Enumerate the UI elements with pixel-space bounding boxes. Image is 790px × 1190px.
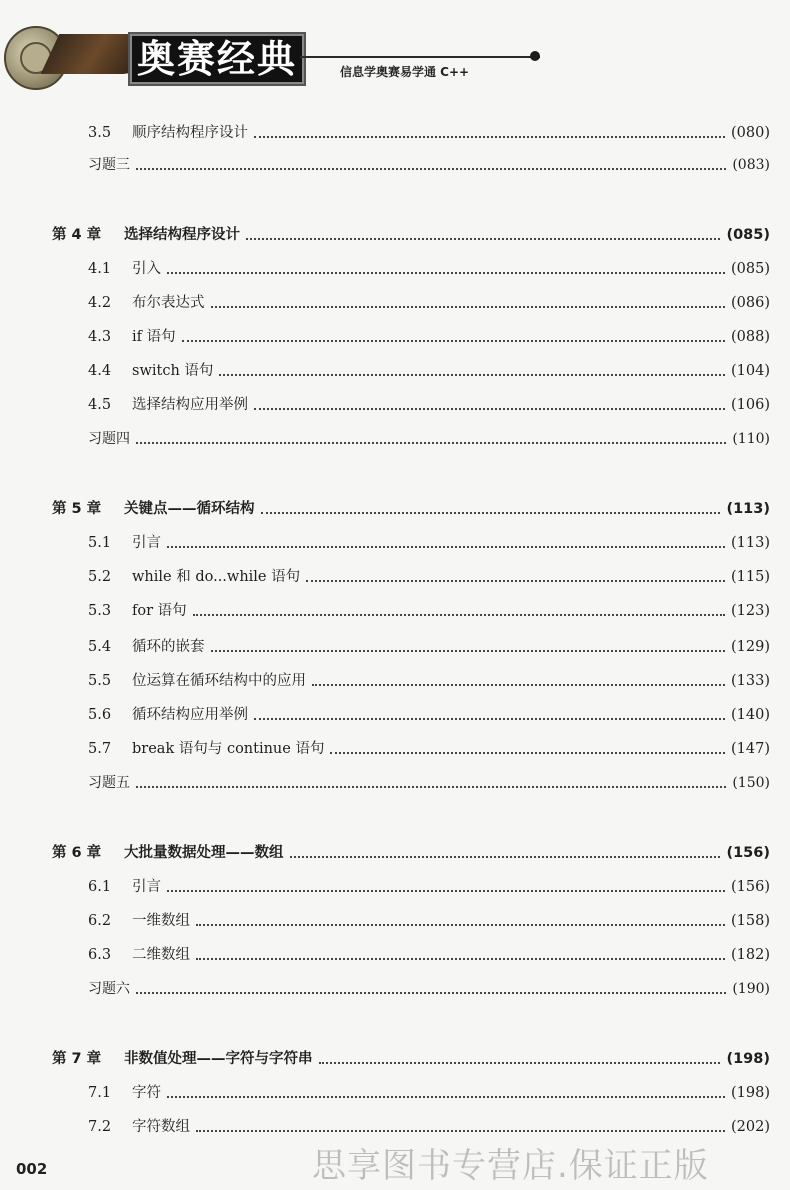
dot-leader [211,306,726,308]
entry-number: 4.3 [88,329,112,345]
entry-title: 大批量数据处理——数组 [124,845,284,861]
toc-section-entry [88,634,770,658]
toc-section-entry [88,530,770,554]
entry-number: 7.1 [88,1085,112,1101]
entry-page: (085) [731,261,770,277]
entry-title: 字符 [132,1085,161,1101]
entry-number: 4.2 [88,295,112,311]
dot-leader [290,856,721,858]
entry-title: if 语句 [132,329,176,345]
entry-page: (147) [731,741,770,757]
toc-exercise-entry [88,770,770,794]
dot-leader [306,580,725,582]
toc-section-entry [88,1114,770,1138]
entry-page: (156) [726,845,770,861]
dot-leader [261,512,721,514]
entry-page: (085) [726,227,770,243]
entry-page: (113) [731,535,770,551]
entry-number: 7.2 [88,1119,112,1135]
dot-leader [136,992,726,994]
entry-title: 一维数组 [132,913,190,929]
entry-page: (106) [731,397,770,413]
entry-title: 循环的嵌套 [132,639,205,655]
entry-title: while 和 do...while 语句 [132,569,301,585]
entry-number: 6.3 [88,947,112,963]
entry-title: 选择结构程序设计 [124,227,240,243]
entry-title: 引入 [132,261,161,277]
entry-page: (182) [731,947,770,963]
dot-leader [254,408,725,410]
entry-title: 习题六 [88,981,130,997]
entry-page: (110) [732,431,770,447]
dot-leader [167,546,725,548]
entry-page: (202) [731,1119,770,1135]
dot-leader [193,614,725,616]
entry-title: 引言 [132,535,161,551]
entry-number: 3.5 [88,125,112,141]
entry-number: 5.1 [88,535,112,551]
toc-chapter-entry [52,1046,770,1070]
dot-leader [136,786,726,788]
dot-leader [246,238,720,240]
toc-section-entry [88,324,770,348]
entry-number: 5.2 [88,569,112,585]
toc-section-entry [88,874,770,898]
entry-page: (156) [731,879,770,895]
entry-page: (198) [731,1085,770,1101]
toc-section-entry [88,598,770,622]
dot-leader [136,442,726,444]
toc-section-entry [88,392,770,416]
entry-number: 4.4 [88,363,112,379]
dot-leader [219,374,725,376]
toc-section-entry [88,564,770,588]
toc-section-entry [88,1080,770,1104]
entry-title: 习题五 [88,775,130,791]
entry-page: (083) [732,157,770,173]
dot-leader [319,1062,721,1064]
toc-section-entry [88,942,770,966]
dot-leader [136,168,726,170]
entry-number: 第 5 章 [52,501,102,517]
toc-section-entry [88,908,770,932]
entry-title: 习题四 [88,431,130,447]
entry-page: (150) [732,775,770,791]
page-number: 002 [16,1160,48,1178]
entry-page: (113) [726,501,770,517]
entry-number: 6.2 [88,913,112,929]
entry-page: (133) [731,673,770,689]
entry-page: (190) [732,981,770,997]
entry-title: 循环结构应用举例 [132,707,248,723]
toc-section-entry [88,358,770,382]
entry-title: switch 语句 [132,363,214,379]
entry-number: 第 7 章 [52,1051,102,1067]
dot-leader [312,684,725,686]
entry-number: 5.5 [88,673,112,689]
entry-title: 位运算在循环结构中的应用 [132,673,306,689]
entry-page: (198) [726,1051,770,1067]
entry-page: (080) [731,125,770,141]
toc-section-entry [88,120,770,144]
entry-title: 选择结构应用举例 [132,397,248,413]
entry-page: (104) [731,363,770,379]
dot-leader [196,924,725,926]
entry-title: 习题三 [88,157,130,173]
entry-title: 引言 [132,879,161,895]
entry-number: 4.5 [88,397,112,413]
dot-leader [167,890,725,892]
toc-section-entry [88,290,770,314]
toc-exercise-entry [88,152,770,176]
entry-page: (140) [731,707,770,723]
entry-number: 5.6 [88,707,112,723]
toc-exercise-entry [88,976,770,1000]
toc-section-entry [88,256,770,280]
toc-section-entry [88,736,770,760]
series-logo: 奥赛经典 [128,32,306,86]
dot-leader [196,958,725,960]
entry-number: 4.1 [88,261,112,277]
entry-number: 5.4 [88,639,112,655]
entry-number: 6.1 [88,879,112,895]
dot-leader [254,718,725,720]
toc-chapter-entry [52,496,770,520]
dot-leader [167,1096,725,1098]
entry-page: (158) [731,913,770,929]
entry-title: 关键点——循环结构 [124,501,255,517]
dot-leader [196,1130,725,1132]
entry-page: (115) [731,569,770,585]
entry-title: 顺序结构程序设计 [132,125,248,141]
shop-watermark: 思享图书专营店.保证正版 [312,1146,709,1186]
dot-leader [211,650,726,652]
entry-number: 第 6 章 [52,845,102,861]
entry-page: (123) [731,603,770,619]
entry-title: break 语句与 continue 语句 [132,741,325,757]
entry-page: (088) [731,329,770,345]
entry-title: 布尔表达式 [132,295,205,311]
dot-leader [254,136,725,138]
toc-exercise-entry [88,426,770,450]
toc-chapter-entry [52,222,770,246]
entry-number: 5.7 [88,741,112,757]
dot-leader [330,752,725,754]
entry-page: (086) [731,295,770,311]
entry-title: 二维数组 [132,947,190,963]
entry-title: 字符数组 [132,1119,190,1135]
book-subtitle: 信息学奥赛易学通 C++ [340,65,470,79]
toc-section-entry [88,702,770,726]
dot-leader [182,340,725,342]
entry-title: 非数值处理——字符与字符串 [124,1051,313,1067]
entry-number: 5.3 [88,603,112,619]
entry-number: 第 4 章 [52,227,102,243]
toc-chapter-entry [52,840,770,864]
toc-section-entry [88,668,770,692]
entry-title: for 语句 [132,603,187,619]
entry-page: (129) [731,639,770,655]
dot-leader [167,272,725,274]
